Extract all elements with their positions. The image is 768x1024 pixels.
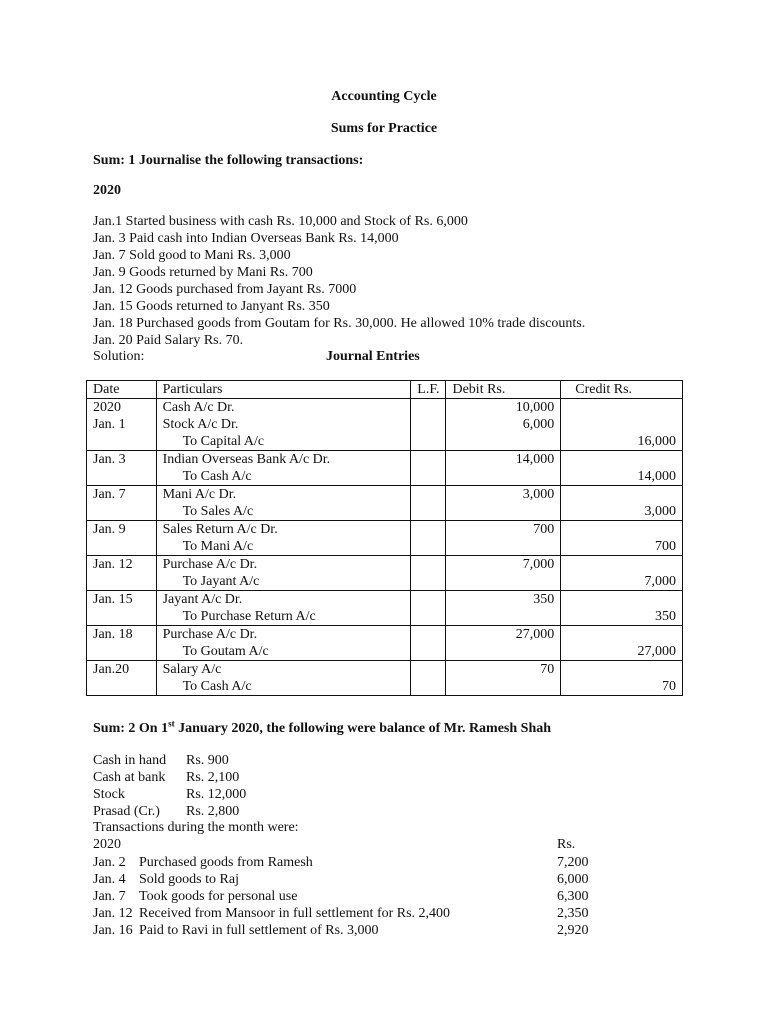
particulars-cell: Sales Return A/c Dr. xyxy=(156,521,411,539)
particulars-cell: Jayant A/c Dr. xyxy=(156,591,411,609)
credit-cell: 16,000 xyxy=(561,433,683,451)
credit-cell xyxy=(561,486,683,504)
date-cell xyxy=(87,608,157,626)
transaction-text: Received from Mansoor in full settlement for Rs. 2,400 xyxy=(139,906,451,921)
transaction-text: Paid to Ravi in full settlement of Rs. 3,000 xyxy=(139,923,379,938)
particulars-cell: Cash A/c Dr. xyxy=(156,399,411,417)
particulars-cell: Purchase A/c Dr. xyxy=(156,556,411,574)
date-cell xyxy=(87,643,157,661)
sum2-heading: Sum: 2 On 1st January 2020, the following were balance of Mr. Ramesh Shah xyxy=(93,718,552,736)
table-row xyxy=(87,416,683,433)
table-row xyxy=(87,608,683,626)
date-cell: Jan. 9 xyxy=(87,521,157,539)
transaction-line: Jan. 3 Paid cash into Indian Overseas Bank Rs. 14,000 xyxy=(93,231,399,246)
particulars-text: To Capital A/c xyxy=(182,434,265,449)
debit-cell: 7,000 xyxy=(446,556,561,574)
lf-cell xyxy=(411,678,446,696)
date-cell: Jan. 18 xyxy=(87,626,157,644)
debit-cell: 3,000 xyxy=(446,486,561,504)
lf-cell xyxy=(411,416,446,433)
table-row xyxy=(87,591,683,609)
date-cell xyxy=(87,538,157,556)
lf-cell xyxy=(411,556,446,574)
balance-value: Rs. 2,100 xyxy=(186,770,240,785)
credit-cell xyxy=(561,556,683,574)
credit-cell xyxy=(561,416,683,433)
transaction-amount: 6,000 xyxy=(557,872,589,887)
sum1-heading: Sum: 1 Journalise the following transactions: xyxy=(93,153,364,168)
date-cell xyxy=(87,573,157,591)
particulars-cell xyxy=(156,643,411,661)
transaction-line: Jan. 20 Paid Salary Rs. 70. xyxy=(93,333,244,348)
column-header: L.F. xyxy=(411,381,446,399)
particulars-cell: Salary A/c xyxy=(156,661,411,679)
transaction-line: Jan. 9 Goods returned by Mani Rs. 700 xyxy=(93,265,313,280)
sum1-year: 2020 xyxy=(93,183,121,198)
particulars-cell xyxy=(156,678,411,696)
table-row xyxy=(87,626,683,644)
sum2-year: 2020 xyxy=(93,837,121,852)
particulars-cell xyxy=(156,538,411,556)
solution-label: Solution: xyxy=(93,349,145,364)
particulars-cell: Stock A/c Dr. xyxy=(156,416,411,433)
transaction-text: Sold goods to Raj xyxy=(139,872,239,887)
balance-value: Rs. 900 xyxy=(186,753,229,768)
transaction-amount: 6,300 xyxy=(557,889,589,904)
credit-cell xyxy=(561,626,683,644)
transaction-date: Jan. 2 xyxy=(93,855,126,870)
transaction-date: Jan. 7 xyxy=(93,889,126,904)
credit-cell: 27,000 xyxy=(561,643,683,661)
particulars-cell xyxy=(156,468,411,486)
lf-cell xyxy=(411,538,446,556)
lf-cell xyxy=(411,468,446,486)
column-header: Credit Rs. xyxy=(561,381,683,399)
lf-cell xyxy=(411,486,446,504)
debit-cell xyxy=(446,468,561,486)
lf-cell xyxy=(411,661,446,679)
journal-title: Journal Entries xyxy=(326,349,420,364)
lf-cell xyxy=(411,503,446,521)
table-row xyxy=(87,661,683,679)
debit-cell: 6,000 xyxy=(446,416,561,433)
credit-cell xyxy=(561,591,683,609)
table-row xyxy=(87,556,683,574)
lf-cell xyxy=(411,643,446,661)
debit-cell: 14,000 xyxy=(446,451,561,469)
page-subtitle: Sums for Practice xyxy=(330,121,438,136)
credit-cell xyxy=(561,451,683,469)
particulars-text: To Jayant A/c xyxy=(182,574,260,589)
transaction-date: Jan. 16 xyxy=(93,923,133,938)
debit-cell: 70 xyxy=(446,661,561,679)
balance-label: Prasad (Cr.) xyxy=(93,804,160,819)
lf-cell xyxy=(411,399,446,417)
debit-cell xyxy=(446,538,561,556)
credit-cell: 350 xyxy=(561,608,683,626)
credit-cell xyxy=(561,399,683,417)
lf-cell xyxy=(411,591,446,609)
credit-cell: 14,000 xyxy=(561,468,683,486)
debit-cell: 350 xyxy=(446,591,561,609)
particulars-text: To Goutam A/c xyxy=(182,644,269,659)
table-row xyxy=(87,643,683,661)
transaction-line: Jan. 18 Purchased goods from Goutam for Rs. 30,000. He allowed 10% trade discounts. xyxy=(93,316,586,331)
date-cell: Jan.20 xyxy=(87,661,157,679)
debit-cell xyxy=(446,678,561,696)
table-row xyxy=(87,538,683,556)
balance-label: Stock xyxy=(93,787,125,802)
particulars-text: To Sales A/c xyxy=(182,504,254,519)
balance-label: Cash at bank xyxy=(93,770,166,785)
debit-cell xyxy=(446,608,561,626)
particulars-cell: Mani A/c Dr. xyxy=(156,486,411,504)
debit-cell xyxy=(446,643,561,661)
transaction-text: Took goods for personal use xyxy=(139,889,298,904)
transaction-amount: 7,200 xyxy=(557,855,589,870)
particulars-text: To Mani A/c xyxy=(182,539,254,554)
credit-cell: 7,000 xyxy=(561,573,683,591)
balance-value: Rs. 12,000 xyxy=(186,787,247,802)
particulars-cell xyxy=(156,503,411,521)
table-row xyxy=(87,678,683,696)
lf-cell xyxy=(411,521,446,539)
date-cell: Jan. 7 xyxy=(87,486,157,504)
debit-cell xyxy=(446,573,561,591)
particulars-cell xyxy=(156,608,411,626)
particulars-cell xyxy=(156,573,411,591)
date-cell xyxy=(87,678,157,696)
particulars-text: To Purchase Return A/c xyxy=(182,609,316,624)
particulars-text: To Cash A/c xyxy=(182,679,252,694)
debit-cell: 700 xyxy=(446,521,561,539)
sum2-rs-header: Rs. xyxy=(557,837,576,852)
transaction-date: Jan. 4 xyxy=(93,872,126,887)
balance-label: Cash in hand xyxy=(93,753,167,768)
particulars-cell: Purchase A/c Dr. xyxy=(156,626,411,644)
date-cell: Jan. 12 xyxy=(87,556,157,574)
debit-cell xyxy=(446,433,561,451)
particulars-cell xyxy=(156,433,411,451)
date-cell: 2020 xyxy=(87,399,157,417)
credit-cell: 700 xyxy=(561,538,683,556)
lf-cell xyxy=(411,573,446,591)
lf-cell xyxy=(411,433,446,451)
lf-cell xyxy=(411,626,446,644)
debit-cell xyxy=(446,503,561,521)
transaction-date: Jan. 12 xyxy=(93,906,133,921)
table-row xyxy=(87,503,683,521)
table-row xyxy=(87,468,683,486)
table-row xyxy=(87,521,683,539)
date-cell xyxy=(87,433,157,451)
particulars-text: To Cash A/c xyxy=(182,469,252,484)
date-cell: Jan. 15 xyxy=(87,591,157,609)
sum2-transactions-intro: Transactions during the month were: xyxy=(93,820,299,835)
credit-cell xyxy=(561,521,683,539)
date-cell: Jan. 1 xyxy=(87,416,157,433)
transaction-text: Purchased goods from Ramesh xyxy=(139,855,313,870)
credit-cell xyxy=(561,661,683,679)
table-row xyxy=(87,399,683,417)
column-header: Date xyxy=(87,381,157,399)
credit-cell: 70 xyxy=(561,678,683,696)
lf-cell xyxy=(411,608,446,626)
date-cell xyxy=(87,503,157,521)
transaction-amount: 2,350 xyxy=(557,906,589,921)
transaction-amount: 2,920 xyxy=(557,923,589,938)
transaction-line: Jan.1 Started business with cash Rs. 10,000 and Stock of Rs. 6,000 xyxy=(93,214,468,229)
journal-table xyxy=(86,380,683,696)
column-header: Particulars xyxy=(156,381,411,399)
transaction-line: Jan. 7 Sold good to Mani Rs. 3,000 xyxy=(93,248,291,263)
table-row xyxy=(87,486,683,504)
date-cell: Jan. 3 xyxy=(87,451,157,469)
particulars-cell: Indian Overseas Bank A/c Dr. xyxy=(156,451,411,469)
table-row xyxy=(87,573,683,591)
transaction-line: Jan. 15 Goods returned to Janyant Rs. 350 xyxy=(93,299,330,314)
page-title: Accounting Cycle xyxy=(331,89,437,104)
table-header-row xyxy=(87,381,683,399)
debit-cell: 27,000 xyxy=(446,626,561,644)
column-header: Debit Rs. xyxy=(446,381,561,399)
table-row xyxy=(87,451,683,469)
balance-value: Rs. 2,800 xyxy=(186,804,240,819)
debit-cell: 10,000 xyxy=(446,399,561,417)
date-cell xyxy=(87,468,157,486)
transaction-line: Jan. 12 Goods purchased from Jayant Rs. 7000 xyxy=(93,282,357,297)
lf-cell xyxy=(411,451,446,469)
credit-cell: 3,000 xyxy=(561,503,683,521)
table-row xyxy=(87,433,683,451)
